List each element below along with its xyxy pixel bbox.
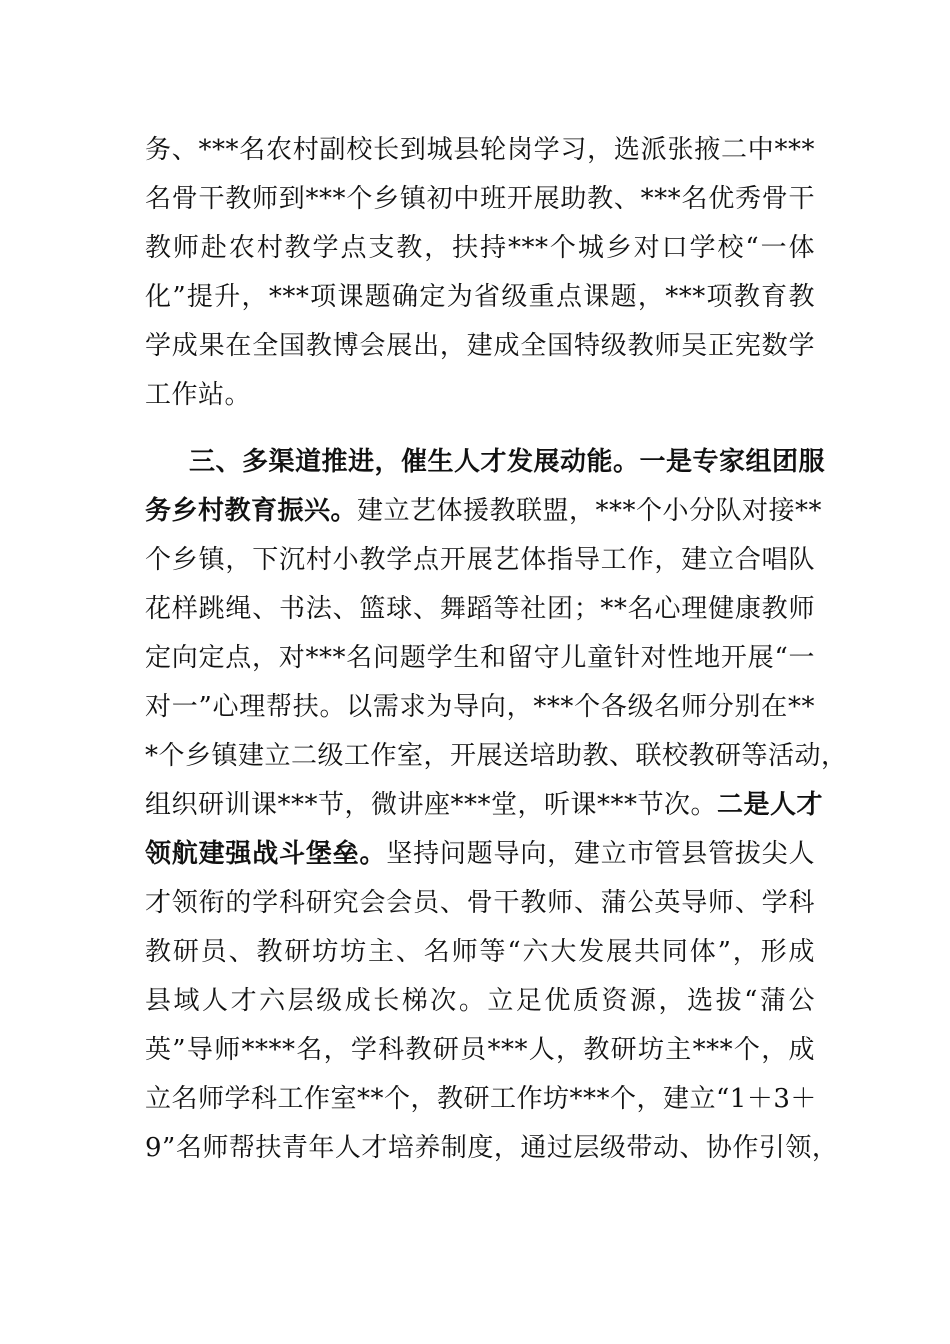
paragraph-2-line-14: 立名师学科工作室**个，教研工作坊***个，建立“1＋3＋ (145, 1084, 817, 1114)
subheading-expert-group: 务乡村教育振兴。 (145, 496, 358, 526)
paragraph-2-line-8-text: 组织研训课***节，微讲座***堂，听课***节次。 (145, 790, 718, 820)
paragraph-2-line-4: 花样跳绳、书法、篮球、舞蹈等社团；**名心理健康教师 (145, 594, 815, 624)
paragraph-1-line-4: 化”提升，***项课题确定为省级重点课题，***项教育教 (145, 282, 815, 312)
subheading-talent-lead-end: 领航建强战斗堡垒。 (145, 839, 387, 869)
subheading-talent-lead-start: 二是人才 (717, 790, 824, 820)
paragraph-2-line-7: *个乡镇建立二级工作室，开展送培助教、联校教研等活动， (145, 741, 848, 771)
paragraph-2-line-2-text: 建立艺体援教联盟，***个小分队对接** (357, 496, 823, 526)
paragraph-1-line-1: 务、***名农村副校长到城县轮岗学习，选派张掖二中*** (145, 135, 815, 165)
paragraph-2-line-15: 9”名师帮扶青年人才培养制度，通过层级带动、协作引领， (145, 1133, 839, 1163)
paragraph-1-line-5: 学成果在全国教博会展出，建成全国特级教师吴正宪数学 (145, 331, 815, 361)
paragraph-2-line-3: 个乡镇，下沉村小教学点开展艺体指导工作，建立合唱队 (145, 545, 815, 575)
paragraph-2-line-9 (145, 834, 815, 874)
paragraph-1-line-3: 教师赴农村教学点支教，扶持***个城乡对口学校“一体 (145, 233, 815, 263)
paragraph-2-line-6: 对一”心理帮扶。以需求为导向，***个各级名师分别在** (145, 692, 815, 722)
paragraph-2-line-10: 才领衔的学科研究会会员、骨干教师、蒲公英导师、学科 (145, 888, 815, 918)
paragraph-2-line-8 (145, 785, 824, 825)
section-heading-3: 三、多渠道推进，催生人才发展动能。一是专家组团服 (189, 447, 826, 477)
paragraph-1-line-6: 工作站。 (145, 380, 252, 410)
paragraph-2-line-12: 县域人才六层级成长梯次。立足优质资源，选拔“蒲公 (145, 986, 815, 1016)
paragraph-2-line-9-text: 坚持问题导向，建立市管县管拔尖人 (386, 839, 815, 869)
paragraph-2-line-13: 英”导师****名，学科教研员***人，教研坊主***个，成 (145, 1035, 815, 1065)
paragraph-1-line-2: 名骨干教师到***个乡镇初中班开展助教、***名优秀骨干 (145, 184, 815, 214)
paragraph-2-line-2 (145, 491, 823, 531)
paragraph-2-line-11: 教研员、教研坊坊主、名师等“六大发展共同体”，形成 (145, 937, 815, 967)
paragraph-2-line-5: 定向定点，对***名问题学生和留守儿童针对性地开展“一 (145, 643, 815, 673)
